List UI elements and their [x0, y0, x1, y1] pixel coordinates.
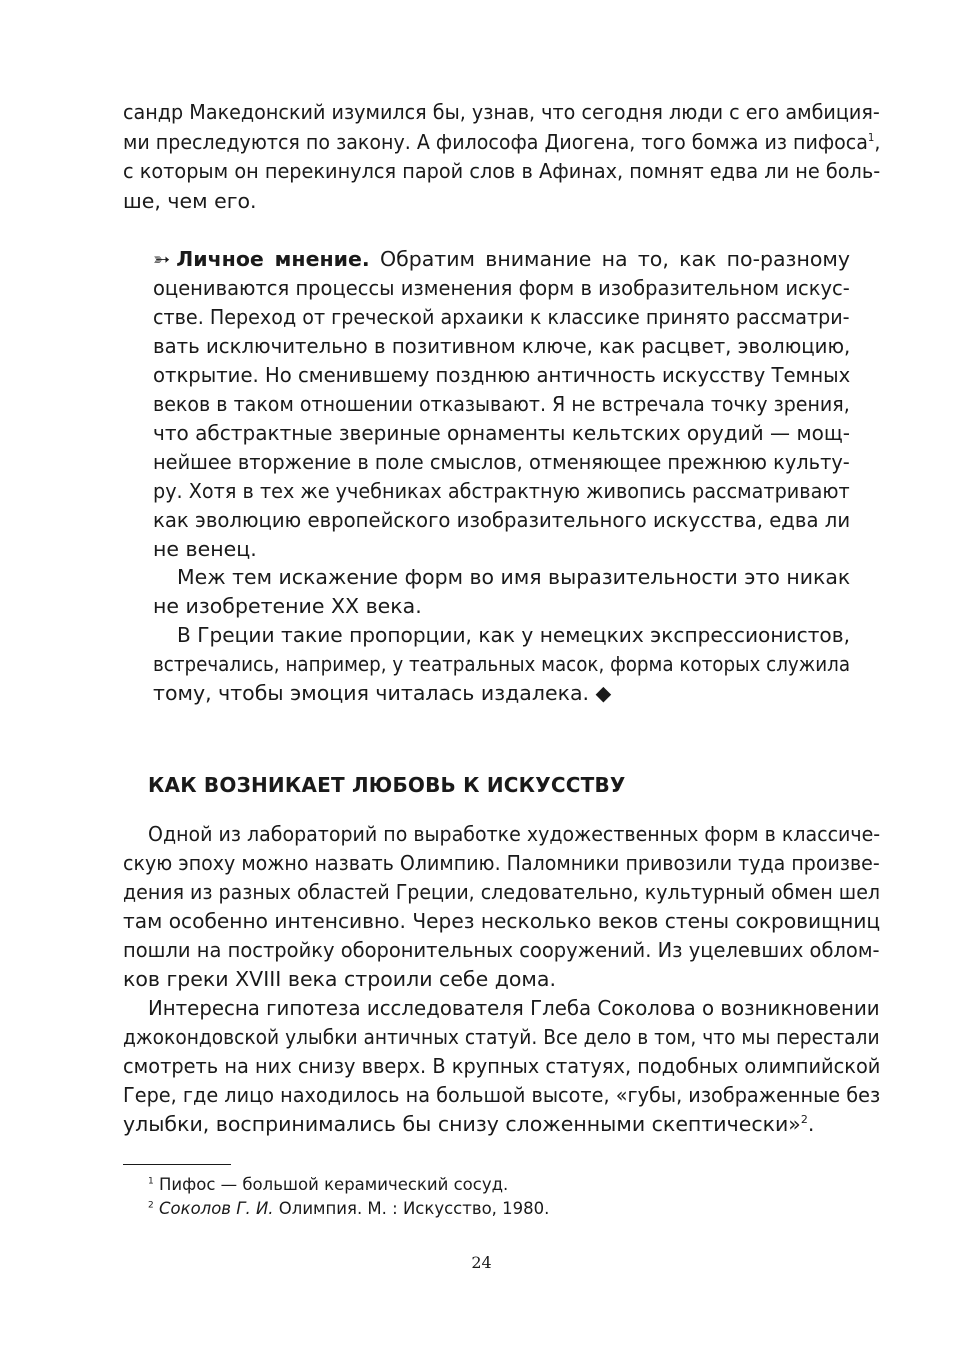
text-line: сандр Македонский изумился бы, узнав, что сегодня люди с его амбиция- [123, 100, 880, 124]
footnote-ref: 2 [800, 1113, 808, 1127]
text-line: что абстрактные звериные орнаменты кельтских орудий — мощ- [153, 421, 850, 445]
text-line: Меж тем искажение форм во имя выразительности это никак [177, 565, 851, 589]
text-line: Одной из лабораторий по выработке художественных форм в классиче- [148, 822, 881, 846]
text-line: смотреть на них снизу вверх. В крупных статуях, подобных олимпийской [123, 1054, 881, 1078]
text-line: ков греки XVIII века строили себе дома. [123, 967, 556, 991]
text-line: с которым он перекинулся парой слов в Афинах, помнят едва ли не боль- [123, 159, 881, 183]
text-line: там особенно интенсивно. Через несколько веков стены сокровищниц [123, 909, 881, 933]
text-line: вать исключительно в позитивном ключе, как расцвет, эволюцию, [153, 334, 851, 358]
text-line: скую эпоху можно назвать Олимпию. Паломники привозили туда произве- [123, 851, 880, 875]
footnote-1: $^1$ Пифос — большой керамический сосуд. [148, 1175, 509, 1194]
sidebar-first-line: ➳ Личное мнение. Обратим внимание на то, как по-разному [153, 247, 850, 271]
text-line: встречались, например, у театральных масок, форма которых служила [153, 652, 851, 676]
arrow-icon: ➳ [153, 247, 171, 271]
text-line: дения из разных областей Греции, следовательно, культурный обмен шел [123, 880, 881, 904]
sidebar-title: Личное мнение. [176, 247, 370, 271]
text-line: пошли на постройку оборонительных сооружений. Из уцелевших облом- [123, 938, 880, 962]
text-line: Интересна гипотеза исследователя Глеба Соколова о возникновении [148, 996, 880, 1020]
text-line: нейшее вторжение в поле смыслов, отменяющее прежнюю культу- [153, 450, 850, 474]
text-line: открытие. Но сменившему позднюю античность искусству Темных [153, 363, 851, 387]
text-line: тому, чтобы эмоция читалась издалека. ◆ [153, 681, 612, 705]
text-line: как эволюцию европейского изобразительного искусства, едва ли [153, 508, 851, 532]
text-line: В Греции такие пропорции, как у немецких экспрессионистов, [177, 623, 851, 647]
page-number: 24 [471, 1253, 492, 1272]
text-line: стве. Переход от греческой архаики к классике принято рассматри- [153, 305, 850, 329]
text-line: не изобретение XX века. [153, 594, 422, 618]
text-line: ми преследуются по закону. А философа Диогена, того бомжа из пифоса$^1$, [123, 130, 881, 154]
text-line: Гере, где лицо находилось на большой высоте, «губы, изображенные без [123, 1083, 881, 1107]
section-heading: КАК ВОЗНИКАЕТ ЛЮБОВЬ К ИСКУССТВУ [148, 773, 626, 797]
text-line: веков в таком отношении отказывают. Я не встречала точку зрения, [153, 392, 850, 416]
footnote-ref: 1 [867, 131, 875, 145]
text-line: джокондовской улыбки античных статуй. Все дело в том, что мы перестали [123, 1025, 880, 1049]
text-line: улыбки, воспринимались бы снизу сложенными скептически»$^2$. [123, 1112, 815, 1136]
text-line: оцениваются процессы изменения форм в изобразительном искус- [153, 276, 850, 300]
text-line: не венец. [153, 537, 257, 561]
footnote-2: $^2$ Соколов Г. И. Олимпия. М. : Искусство, 1980. [148, 1199, 550, 1218]
footnote-divider [123, 1164, 231, 1165]
text-line: ру. Хотя в тех же учебниках абстрактную живопись рассматривают [153, 479, 850, 503]
text-line: ше, чем его. [123, 189, 257, 213]
